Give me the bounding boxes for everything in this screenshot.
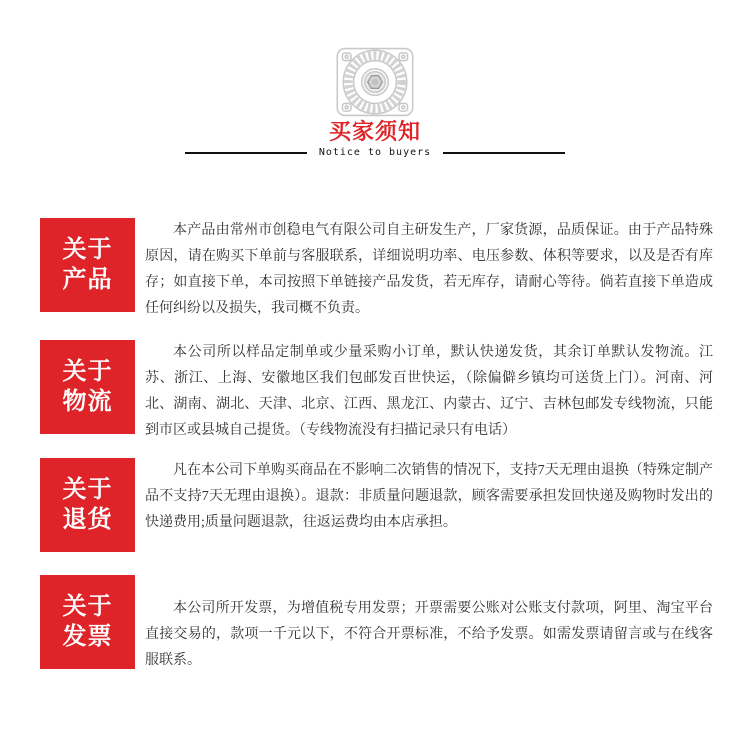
divider-line-right — [443, 152, 565, 154]
section-text-product: 本产品由常州市创稳电气有限公司自主研发生产，厂家货源，品质保证。由于产品特殊原因，请在购买下单前与客服联系，详细说明功率、电压参数、体积等要求，以及是否有库存；如直接下单，本司按照下单链接产品发货，若无库存，请耐心等待。倘若直接下单造成任何纠纷以及损失，我司概不负责。 — [145, 223, 713, 316]
badge-about-returns — [40, 458, 135, 552]
section-text-invoice: 本公司所开发票，为增值税专用发票；开票需要公账对公账支付款项，阿里、淘宝平台直接交易的，款项一千元以下，不符合开票标准，不给予发票。如需发票请留言或与在线客服联系。 — [145, 601, 713, 668]
badge-label-top: 关于 — [62, 236, 113, 263]
section-about-logistics — [40, 340, 713, 444]
badge-label-top: 关于 — [62, 593, 113, 620]
badge-label-bottom: 产品 — [62, 266, 113, 293]
page-title: 买家须知 — [328, 119, 421, 144]
page-subtitle: Notice to buyers — [318, 147, 432, 158]
badge-about-logistics — [40, 340, 135, 434]
badge-label-bottom: 退货 — [62, 506, 113, 533]
section-text-logistics: 本公司所以样品定制单或少量采购小订单，默认快递发货，其余订单默认发物流。江苏、浙江、上海、安徽地区我们包邮发百世快运，（除偏僻乡镇均可送货上门）。河南、河北、湖南、湖北、天津、北京、江西、黑龙江、内蒙古、辽宁、吉林包邮发专线物流，只能到市区或县城自己提货。（专线物流没有扫描记录只有电话） — [145, 345, 713, 438]
badge-label-top: 关于 — [62, 358, 113, 385]
section-text-returns: 凡在本公司下单购买商品在不影响二次销售的情况下，支持7天无理由退换（特殊定制产品不支持7天无理由退换）。退款：非质量问题退款，顾客需要承担发回快递及购物时发出的快递费用;质量问题退款，往返运费均由本店承担。 — [145, 463, 713, 530]
badge-label-bottom: 物流 — [62, 388, 113, 415]
badge-about-product — [40, 218, 135, 312]
motor-icon — [332, 46, 418, 118]
section-about-product — [40, 218, 713, 322]
section-about-returns — [40, 458, 713, 552]
badge-label-top: 关于 — [62, 476, 113, 503]
section-about-invoice — [40, 575, 713, 674]
badge-label-bottom: 发票 — [62, 623, 113, 650]
page-header — [0, 46, 750, 158]
subtitle-row — [0, 147, 750, 158]
badge-about-invoice — [40, 575, 135, 669]
divider-line-left — [185, 152, 307, 154]
